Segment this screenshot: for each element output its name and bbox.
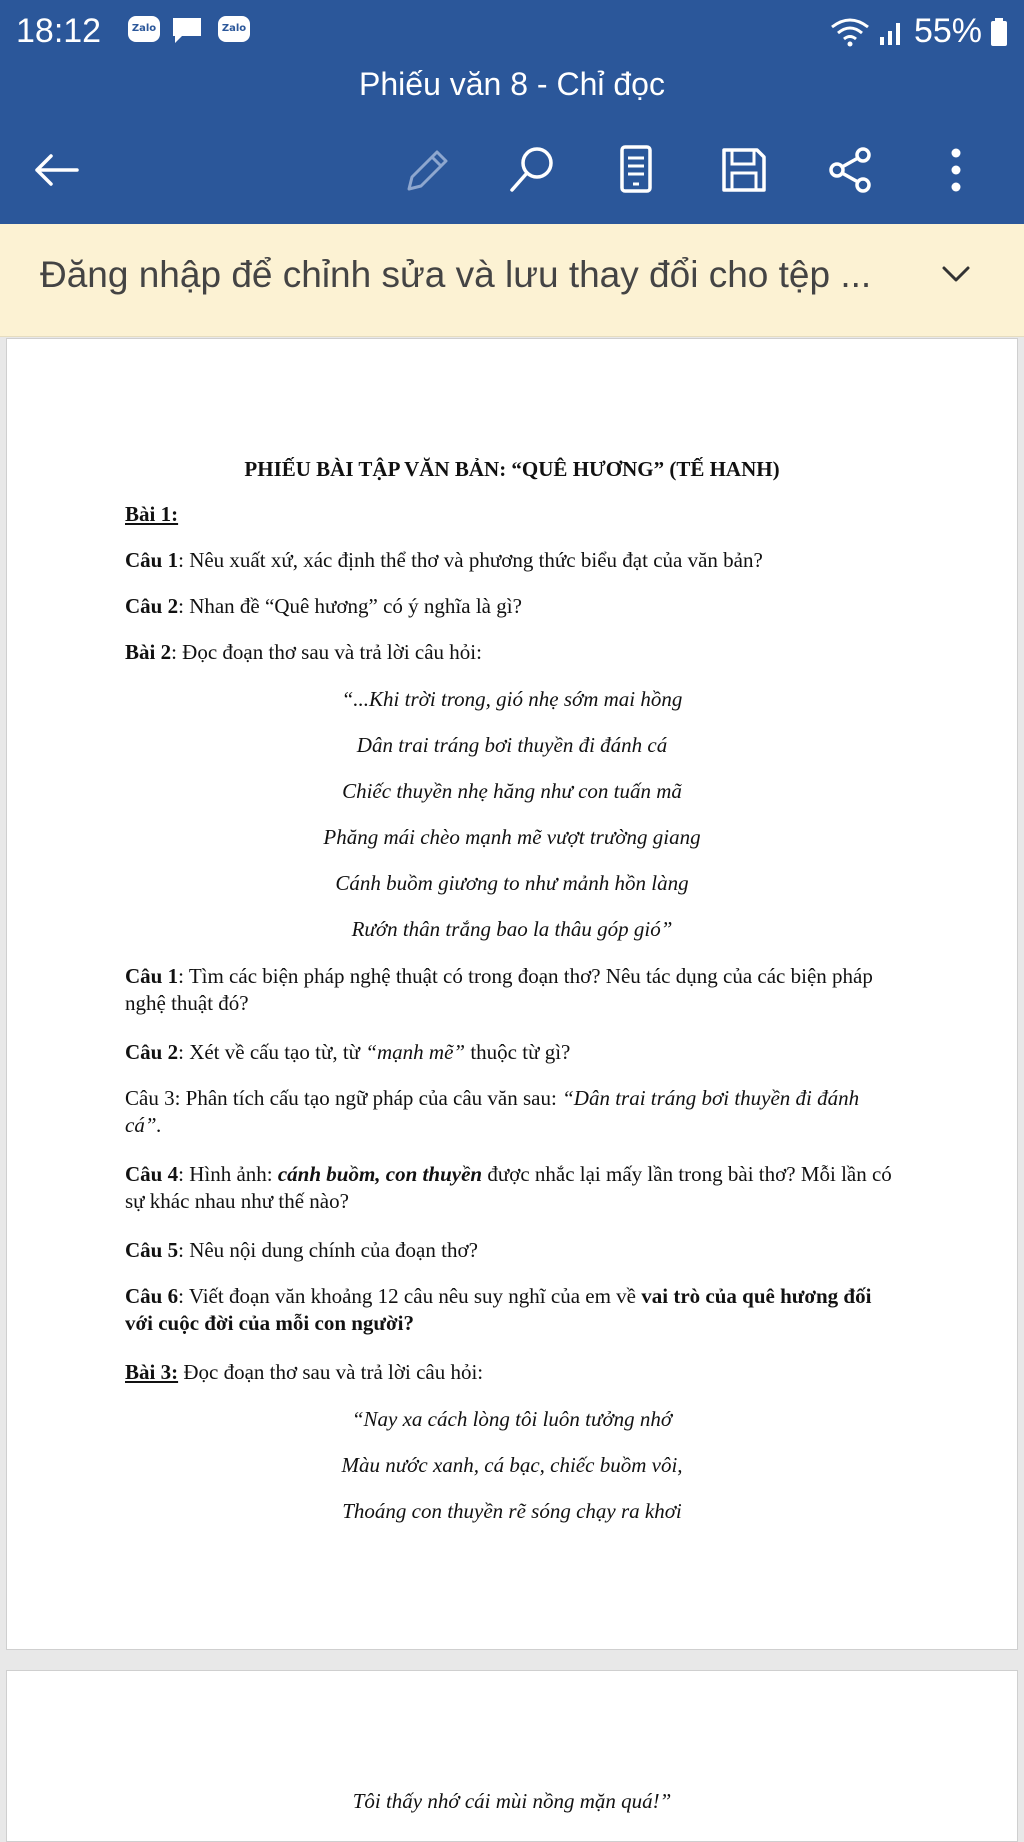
chat-notification-icon — [170, 16, 204, 46]
b1-cau1: Câu 1: Nêu xuất xứ, xác định thể thơ và phương thức biểu đạt của văn bản? — [125, 548, 763, 572]
document-page-2[interactable] — [6, 1670, 1018, 1842]
status-right — [830, 12, 1008, 51]
document-heading: PHIẾU BÀI TẬP VĂN BẢN: “QUÊ HƯƠNG” (TẾ HANH) — [244, 457, 780, 481]
more-icon[interactable] — [926, 140, 986, 200]
share-icon[interactable] — [820, 140, 880, 200]
status-time: 18:12 — [16, 12, 102, 50]
reading-mode-icon[interactable] — [606, 140, 666, 200]
back-arrow-icon[interactable] — [26, 140, 86, 200]
zalo-notification-icon: Zalo — [128, 16, 160, 42]
sign-in-banner[interactable] — [0, 224, 1024, 337]
save-icon[interactable] — [714, 140, 774, 200]
search-icon[interactable] — [502, 140, 562, 200]
verse2-line: Thoáng con thuyền rẽ sóng chạy ra khơi — [342, 1499, 682, 1523]
page2-verse-line: Tôi thấy nhớ cái mùi nồng mặn quá!” — [352, 1789, 672, 1813]
b2-cau5: Câu 5: Nêu nội dung chính của đoạn thơ? — [125, 1238, 478, 1262]
status-bar — [0, 0, 1024, 62]
app-bar — [0, 0, 1024, 224]
verse2-line: “Nay xa cách lòng tôi luôn tưởng nhớ — [351, 1407, 673, 1431]
wifi-icon — [830, 17, 870, 47]
verse2-line: Màu nước xanh, cá bạc, chiếc buồm vôi, — [341, 1453, 683, 1477]
document-page-1[interactable] — [6, 338, 1018, 1650]
bai3-intro: Bài 3: Đọc đoạn thơ sau và trả lời câu hỏi: — [125, 1360, 484, 1384]
b2-cau1: Câu 1: Tìm các biện pháp nghệ thuật có trong đoạn thơ? Nêu tác dụng của các biện pháp nghệ thuật đó? — [125, 964, 873, 1015]
banner-text: Đăng nhập để chỉnh sửa và lưu thay đổi cho tệp ... — [40, 254, 872, 295]
verse1-line: Rướn thân trắng bao la thâu góp gió” — [351, 917, 673, 941]
pencil-icon[interactable] — [396, 140, 456, 200]
document-title: Phiếu văn 8 - Chỉ đọc — [359, 66, 665, 102]
battery-percent: 55% — [913, 12, 982, 50]
b1-cau2: Câu 2: Nhan đề “Quê hương” có ý nghĩa là gì? — [125, 594, 522, 618]
b2-cau4: Câu 4: Hình ảnh: cánh buồm, con thuyền được nhắc lại mấy lần trong bài thơ? Mỗi lần có sự khác nhau như thế nào? — [125, 1162, 892, 1213]
b2-cau3: Câu 3: Phân tích cấu tạo ngữ pháp của câu văn sau: “Dân trai tráng bơi thuyền đi đánh cá”. — [125, 1086, 860, 1137]
b2-cau2: Câu 2: Xét về cấu tạo từ, từ “mạnh mẽ” thuộc từ gì? — [125, 1040, 571, 1064]
bai1-label: Bài 1: — [125, 502, 179, 526]
zalo-notification-icon-2: Zalo — [218, 16, 250, 42]
verse1-line: Phăng mái chèo mạnh mẽ vượt trường giang — [323, 825, 701, 849]
battery-icon — [990, 17, 1008, 47]
b2-cau6: Câu 6: Viết đoạn văn khoảng 12 câu nêu suy nghĩ của em về vai trò của quê hương đối với cuộc đời của mỗi con người? — [125, 1284, 872, 1335]
signal-icon — [878, 17, 906, 47]
verse1-line: “...Khi trời trong, gió nhẹ sớm mai hồng — [341, 687, 683, 711]
verse1-line: Dân trai tráng bơi thuyền đi đánh cá — [356, 733, 668, 757]
verse1-line: Cánh buồm giương to như mảnh hồn làng — [335, 871, 689, 895]
bai2-intro: Bài 2: Đọc đoạn thơ sau và trả lời câu hỏi: — [125, 640, 482, 664]
chevron-down-icon[interactable] — [940, 264, 972, 288]
verse1-line: Chiếc thuyền nhẹ hăng như con tuấn mã — [342, 779, 682, 803]
